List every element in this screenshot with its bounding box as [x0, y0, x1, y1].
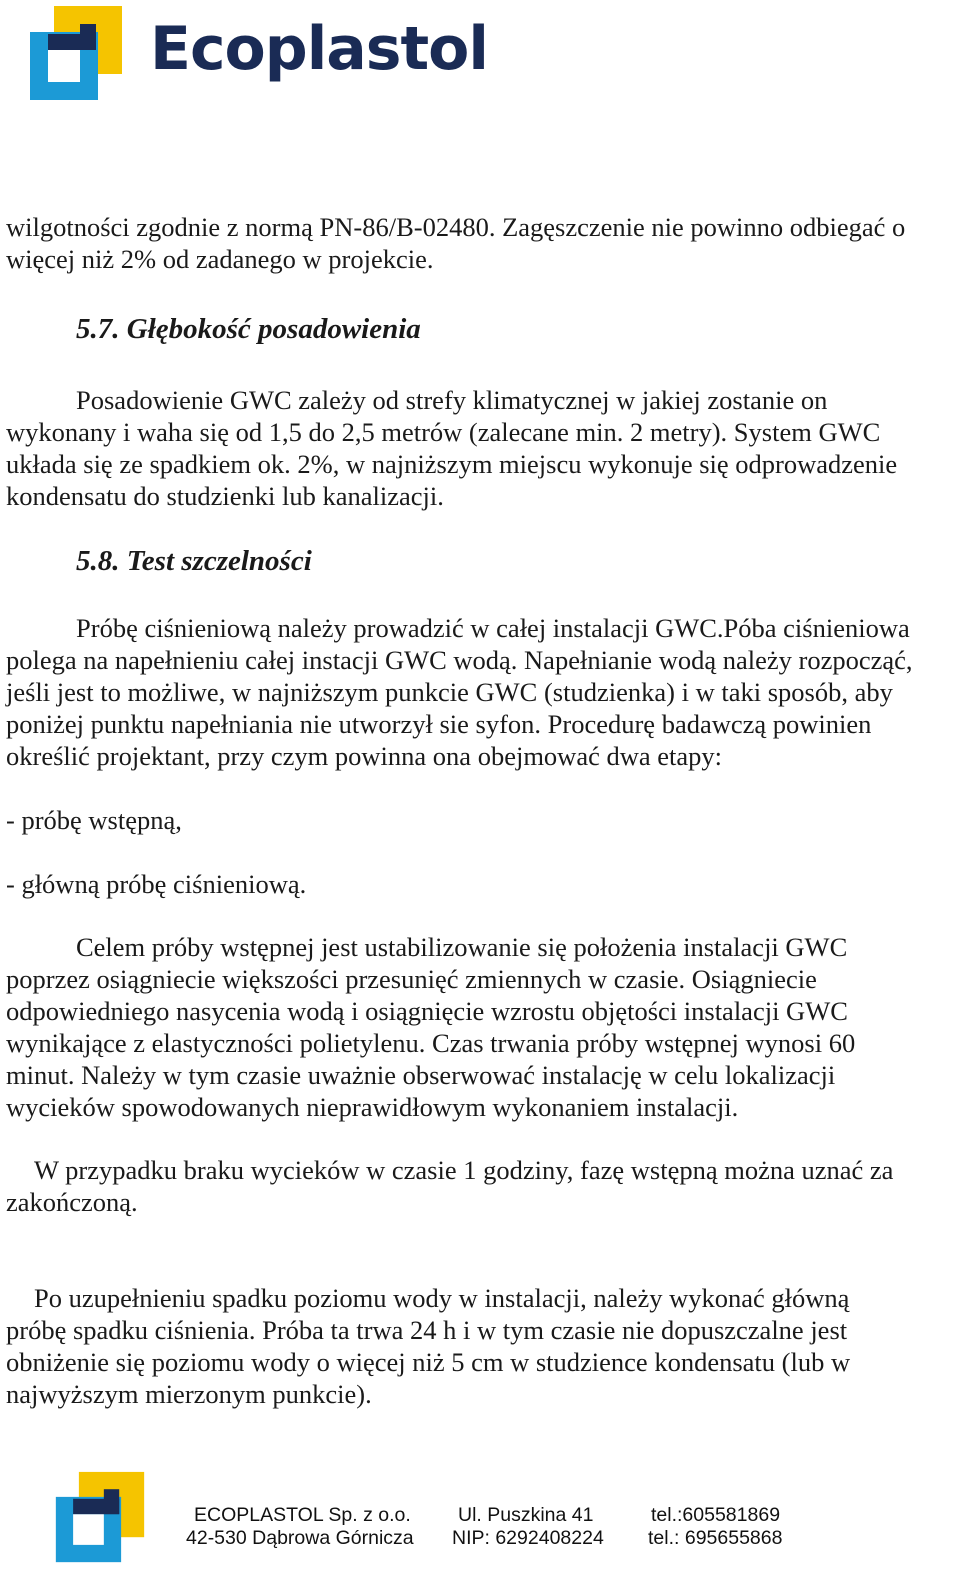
intro-line: więcej niż 2% od zadanego w projekcie.: [6, 244, 434, 274]
paragraph-line: kondensatu do studzienki lub kanalizacji.: [6, 481, 444, 511]
footer-company-block: [186, 1504, 414, 1550]
paragraph-line: Próbę ciśnieniową należy prowadzić w całej instalacji GWC.Póba ciśnieniowa: [76, 613, 910, 643]
paragraph-line: obniżenie się poziomu wody o więcej niż 5 cm w studzience kondensatu (lub w: [6, 1347, 851, 1377]
paragraph-line: poprzez osiągniecie większości przesunięć zmiennych w czasie. Osiągniecie: [6, 964, 817, 994]
footer-logo-icon: [52, 1470, 148, 1566]
footer-tel-1: tel.:605581869: [651, 1504, 781, 1526]
paragraph-line: odpowiedniego nasycenia wodą i osiągnięcie wzrostu objętości instalacji GWC: [6, 996, 848, 1026]
footer-nip: NIP: 6292408224: [452, 1527, 604, 1549]
logo-text: Ecoplastol: [150, 14, 488, 84]
footer-phone-block: [648, 1504, 782, 1550]
footer-tel-2: tel.: 695655868: [648, 1527, 783, 1549]
section-heading-5-7: 5.7. Głębokość posadowienia: [76, 313, 421, 345]
section-heading-5-8: 5.8. Test szczelności: [76, 545, 312, 577]
paragraph-line: W przypadku braku wycieków w czasie 1 godziny, fazę wstępną można uznać za: [34, 1155, 894, 1185]
paragraph-line: określić projektant, przy czym powinna ona obejmować dwa etapy:: [6, 741, 722, 771]
paragraph-line: Posadowienie GWC zależy od strefy klimatycznej w jakiej zostanie on: [76, 385, 828, 415]
paragraph-line: polega na napełnieniu całej instacji GWC wodą. Napełnianie wodą należy rozpocząć,: [6, 645, 913, 675]
paragraph-line: minut. Należy w tym czasie uważnie obserwować instalację w celu lokalizacji: [6, 1060, 836, 1090]
paragraph-line: układa się ze spadkiem ok. 2%, w najniższym miejscu wykonuje się odprowadzenie: [6, 449, 898, 479]
logo-mark-icon: [26, 4, 126, 104]
footer-address-block: [452, 1504, 604, 1550]
footer-company: ECOPLASTOL Sp. z o.o.: [194, 1504, 411, 1526]
footer-city: 42-530 Dąbrowa Górnicza: [186, 1527, 414, 1549]
footer-street: Ul. Puszkina 41: [458, 1504, 594, 1526]
paragraph-line: wycieków spowodowanych nieprawidłowym wykonaniem instalacji.: [6, 1092, 739, 1122]
paragraph-line: wynikające z elastyczności polietylenu. Czas trwania próby wstępnej wynosi 60: [6, 1028, 856, 1058]
paragraph-line: Po uzupełnieniu spadku poziomu wody w instalacji, należy wykonać główną: [34, 1283, 850, 1313]
paragraph-line: najwyższym mierzonym punkcie).: [6, 1379, 372, 1409]
paragraph-line: próbę spadku ciśnienia. Próba ta trwa 24 h i w tym czasie nie dopuszczalne jest: [6, 1315, 848, 1345]
list-item: - próbę wstępną,: [6, 805, 182, 835]
paragraph-line: zakończoną.: [6, 1187, 138, 1217]
paragraph-line: Celem próby wstępnej jest ustabilizowanie się położenia instalacji GWC: [76, 932, 848, 962]
intro-line: wilgotności zgodnie z normą PN-86/B-02480. Zagęszczenie nie powinno odbiegać o: [6, 212, 906, 242]
paragraph-line: wykonany i waha się od 1,5 do 2,5 metrów (zalecane min. 2 metry). System GWC: [6, 417, 881, 447]
paragraph-line: jeśli jest to możliwe, w najniższym punkcie GWC (studzienka) i w taki sposób, aby: [6, 677, 893, 707]
list-item: - główną próbę ciśnieniową.: [6, 869, 307, 899]
paragraph-line: poniżej punktu napełniania nie utworzył sie syfon. Procedurę badawczą powinien: [6, 709, 872, 739]
